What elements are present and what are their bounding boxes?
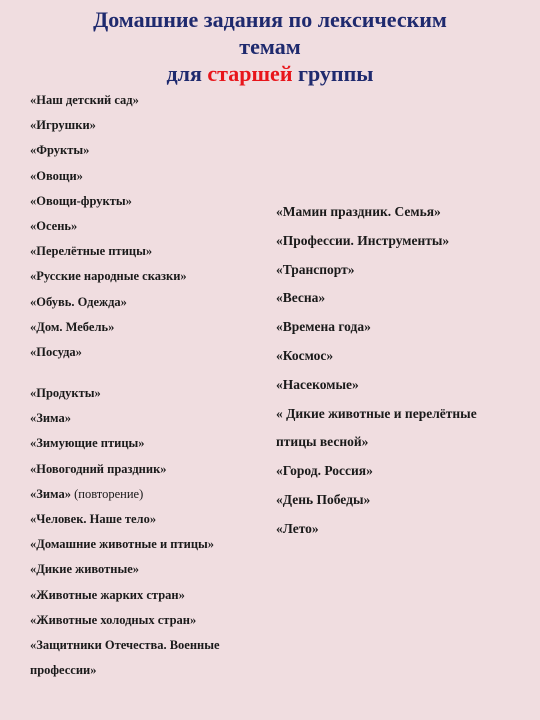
topic-item: «Игрушки»: [30, 118, 96, 133]
title-suffix: группы: [292, 61, 374, 86]
topic-item: «Дикие животные»: [30, 562, 140, 577]
topic-item: «Космос»: [276, 347, 334, 363]
topic-item: «Фрукты»: [30, 143, 90, 158]
topic-item: «Осень»: [30, 218, 78, 233]
repeat-note: (повторение): [70, 486, 144, 501]
topic-item: «Мамин праздник. Семья»: [276, 204, 441, 219]
title-prefix: для: [166, 61, 208, 86]
topic-list-autumn-winter: [30, 88, 187, 365]
topic-item: «Перелётные птицы»: [30, 244, 153, 259]
topic-item: «Обувь. Одежда»: [30, 294, 127, 309]
topic-item: «Лето»: [276, 520, 319, 536]
topic-item: «Защитники Отечества. Военные: [30, 637, 220, 652]
topic-item: «Дом. Мебель»: [30, 319, 115, 334]
page-title: [0, 6, 540, 87]
title-highlight: старшей: [207, 61, 293, 86]
title-line-2: темам: [239, 34, 301, 59]
topic-item-repeat: [30, 482, 220, 507]
topic-item: «Новогодний праздник»: [30, 461, 167, 476]
topic-item: «Зимующие птицы»: [30, 436, 145, 451]
topic-item: птицы весной»: [276, 434, 369, 450]
topic-item: «Посуда»: [30, 344, 82, 359]
topic-item: «Насекомые»: [276, 376, 359, 392]
topic-item: «Транспорт»: [276, 261, 355, 277]
topic-item: «День Победы»: [276, 491, 371, 507]
topic-item: «Овощи-фрукты»: [30, 193, 132, 208]
topic-list-winter: [30, 381, 220, 683]
title-line-1: Домашние задания по лексическим: [93, 7, 447, 32]
topic-item: профессии»: [30, 663, 97, 678]
topic-list-spring-summer: [276, 198, 477, 544]
topic-item: « Дикие животные и перелётные: [276, 405, 477, 421]
topic-item: «Наш детский сад»: [30, 93, 139, 107]
topic-item: «Животные холодных стран»: [30, 612, 197, 627]
topic-item: «Продукты»: [30, 386, 101, 400]
topic-item: «Русские народные сказки»: [30, 269, 187, 284]
topic-item: «Времена года»: [276, 319, 371, 335]
topic-item: «Домашние животные и птицы»: [30, 537, 215, 552]
topic-item: «Животные жарких стран»: [30, 587, 185, 602]
topic-item: «Город. Россия»: [276, 463, 373, 479]
topic-item-label: «Зима»: [30, 486, 71, 501]
title-line-3: [0, 60, 540, 87]
topic-item: «Весна»: [276, 290, 326, 306]
topic-item: «Овощи»: [30, 168, 83, 183]
topic-item: «Человек. Наше тело»: [30, 511, 157, 526]
topic-item: «Профессии. Инструменты»: [276, 232, 450, 248]
topic-item: «Зима»: [30, 411, 71, 426]
